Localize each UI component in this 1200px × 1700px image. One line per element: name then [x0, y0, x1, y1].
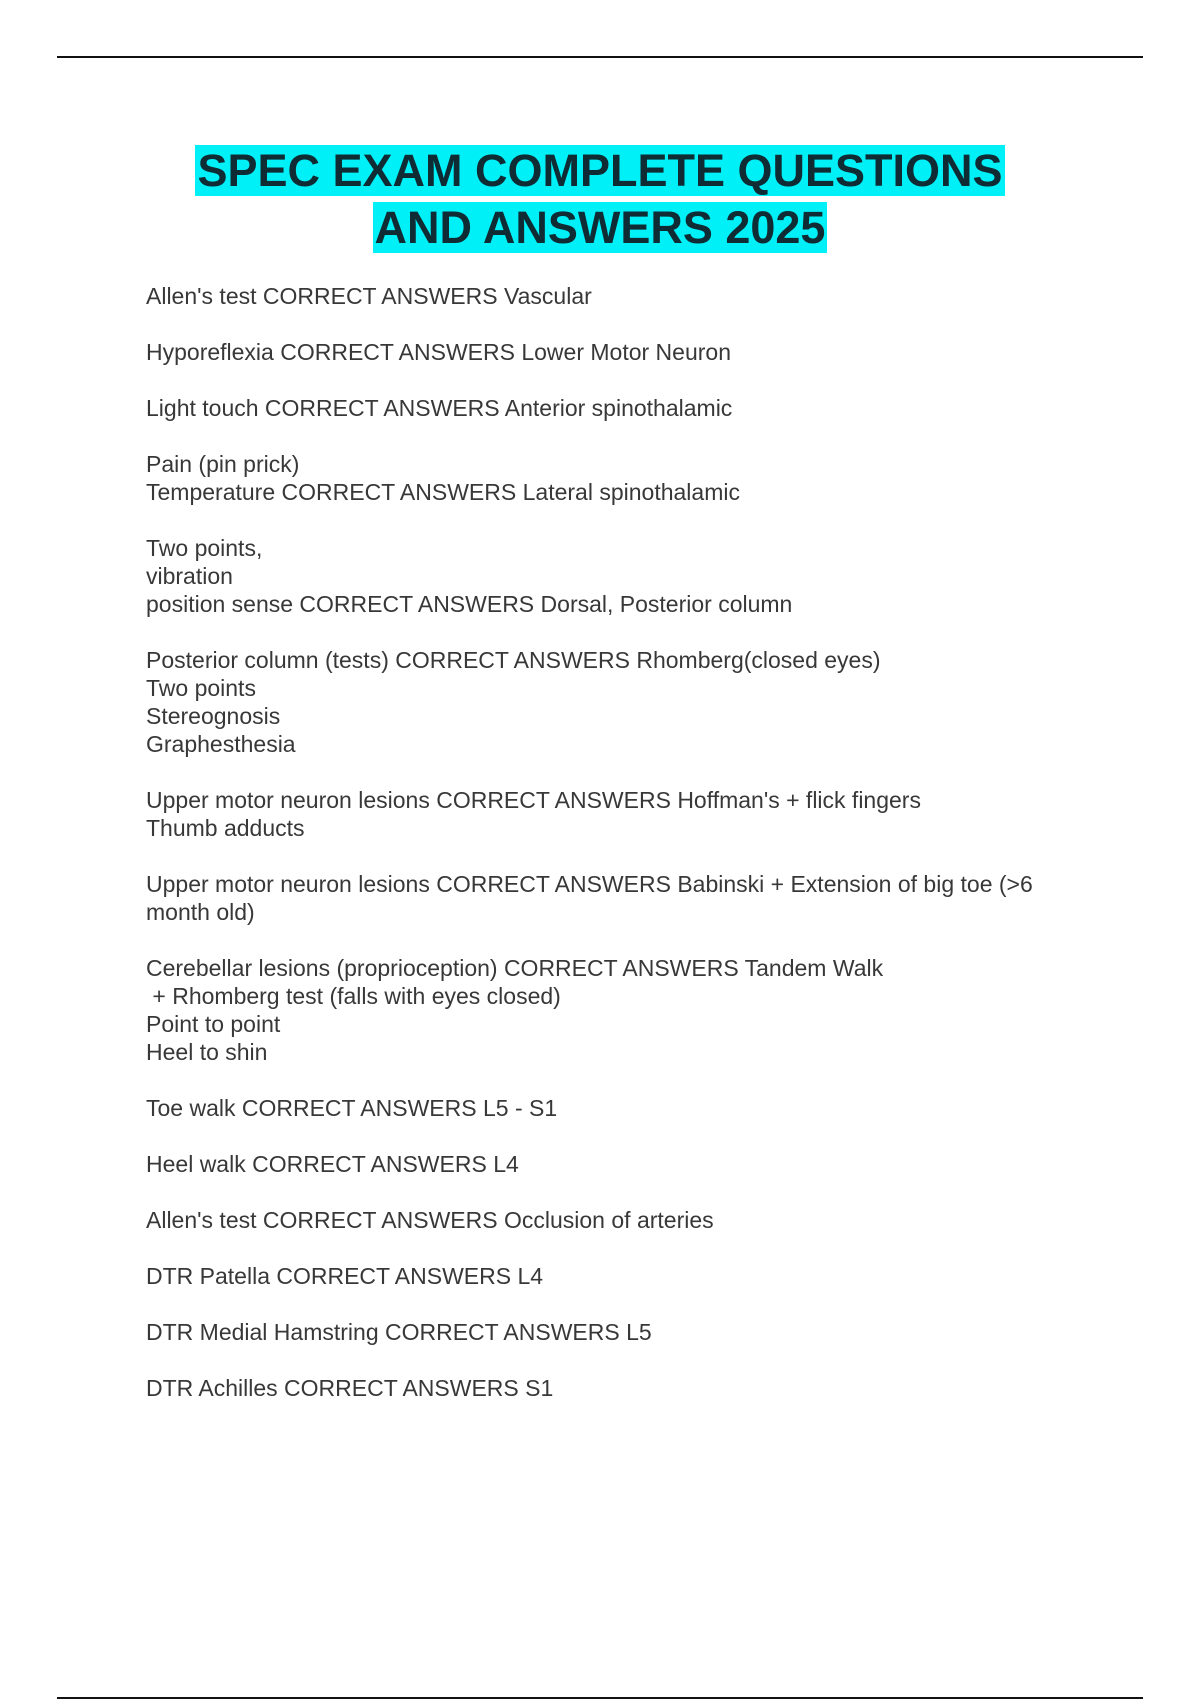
qa-entry-line: month old): [146, 899, 255, 925]
qa-entry: [146, 282, 1096, 310]
qa-entry-line: Toe walk CORRECT ANSWERS L5 - S1: [146, 1095, 558, 1121]
qa-entry-line: Light touch CORRECT ANSWERS Anterior spinothalamic: [146, 395, 733, 421]
qa-entry-line: vibration: [146, 563, 233, 589]
qa-entry-line: Posterior column (tests) CORRECT ANSWERS Rhomberg(closed eyes): [146, 647, 881, 673]
header-rule: [57, 56, 1143, 58]
qa-entry-line: + Rhomberg test (falls with eyes closed): [146, 983, 561, 1009]
qa-entry: [146, 1094, 1096, 1122]
qa-entry: [146, 534, 1096, 618]
qa-entry-line: Upper motor neuron lesions CORRECT ANSWERS Hoffman's + flick fingers: [146, 787, 921, 813]
qa-list: [146, 282, 1096, 1430]
qa-entry-line: Heel walk CORRECT ANSWERS L4: [146, 1151, 519, 1177]
title-line-1: SPEC EXAM COMPLETE QUESTIONS: [197, 145, 1003, 196]
qa-entry-line: Two points,: [146, 535, 263, 561]
qa-entry-line: Upper motor neuron lesions CORRECT ANSWERS Babinski + Extension of big toe (>6: [146, 871, 1033, 897]
qa-entry-line: Heel to shin: [146, 1039, 268, 1065]
title-line-2: AND ANSWERS 2025: [374, 202, 826, 253]
qa-entry-line: Hyporeflexia CORRECT ANSWERS Lower Motor Neuron: [146, 339, 731, 365]
qa-entry: [146, 1374, 1096, 1402]
qa-entry-line: Point to point: [146, 1011, 281, 1037]
qa-entry: [146, 786, 1096, 842]
qa-entry-line: DTR Medial Hamstring CORRECT ANSWERS L5: [146, 1319, 652, 1345]
qa-entry: [146, 1262, 1096, 1290]
qa-entry-line: Graphesthesia: [146, 731, 296, 757]
document-title: [60, 142, 1140, 256]
footer-rule: [57, 1697, 1143, 1699]
qa-entry-line: Allen's test CORRECT ANSWERS Vascular: [146, 283, 592, 309]
qa-entry: [146, 1318, 1096, 1346]
qa-entry-line: Stereognosis: [146, 703, 281, 729]
qa-entry-line: position sense CORRECT ANSWERS Dorsal, Posterior column: [146, 591, 793, 617]
qa-entry: [146, 954, 1096, 1066]
qa-entry: [146, 870, 1096, 926]
qa-entry-line: Thumb adducts: [146, 815, 305, 841]
qa-entry-line: Cerebellar lesions (proprioception) CORRECT ANSWERS Tandem Walk: [146, 955, 884, 981]
qa-entry: [146, 1150, 1096, 1178]
qa-entry: [146, 646, 1096, 758]
qa-entry-line: DTR Patella CORRECT ANSWERS L4: [146, 1263, 544, 1289]
qa-entry-line: DTR Achilles CORRECT ANSWERS S1: [146, 1375, 554, 1401]
qa-entry-line: Allen's test CORRECT ANSWERS Occlusion of arteries: [146, 1207, 714, 1233]
qa-entry-line: Two points: [146, 675, 256, 701]
qa-entry-line: Pain (pin prick): [146, 451, 300, 477]
qa-entry: [146, 394, 1096, 422]
qa-entry: [146, 450, 1096, 506]
qa-entry-line: Temperature CORRECT ANSWERS Lateral spinothalamic: [146, 479, 740, 505]
qa-entry: [146, 1206, 1096, 1234]
qa-entry: [146, 338, 1096, 366]
